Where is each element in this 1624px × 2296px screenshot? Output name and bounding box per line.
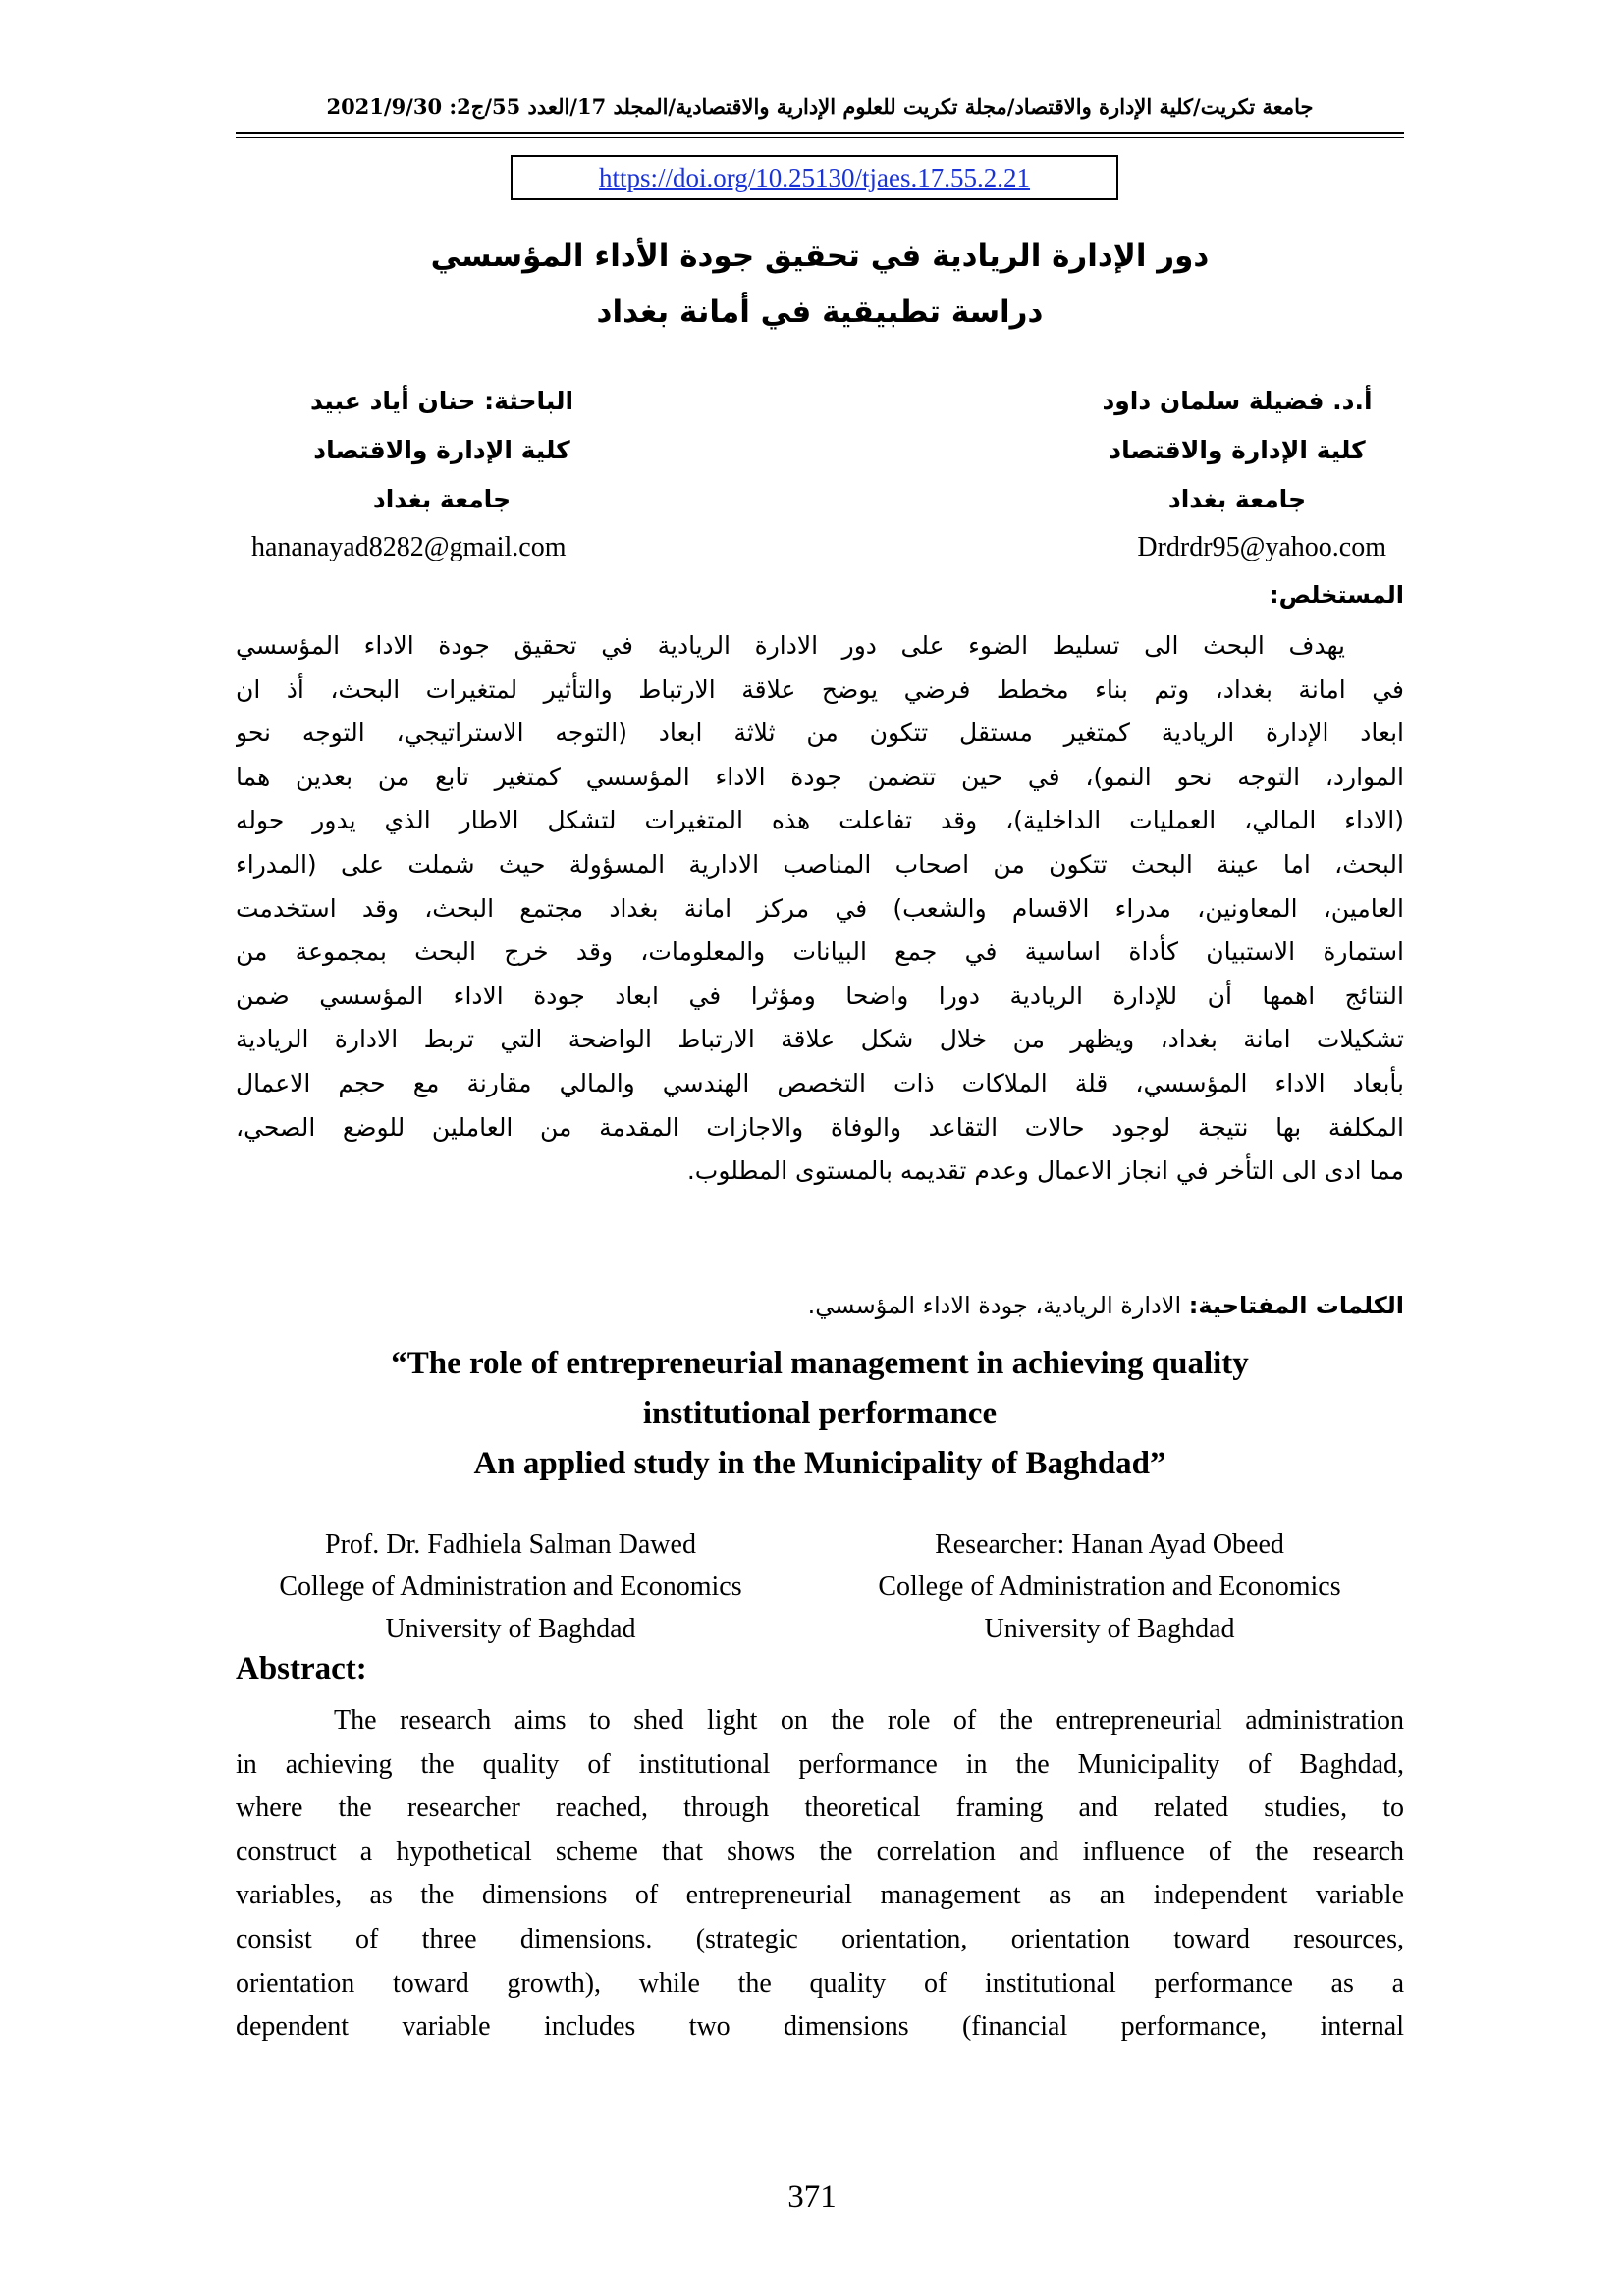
- arabic-abstract-line: مما ادى الى التأخر في انجاز الاعمال وعدم تقديمه بالمستوى المطلوب.: [686, 1156, 1404, 1186]
- arabic-abstract-heading: المستخلص:: [1270, 581, 1404, 609]
- arabic-author-1: [1090, 377, 1384, 524]
- arabic-keywords-label: الكلمات المفتاحية:: [1188, 1292, 1404, 1319]
- english-title-line-3: An applied study in the Municipality of Baghdad”: [473, 1446, 1166, 1481]
- arabic-abstract-line: يهدف البحث الى تسليط الضوء على دور الادارة الريادية في تحقيق جودة الاداء المؤسسي: [236, 631, 1345, 660]
- english-abstract: [236, 1699, 1404, 2050]
- arabic-author-1-university: جامعة بغداد: [1167, 485, 1307, 513]
- arabic-author-2-university: جامعة بغداد: [372, 485, 512, 513]
- english-author-2-university: University of Baghdad: [984, 1614, 1235, 1644]
- arabic-abstract-line: النتائج اهمها أن للإدارة الريادية دورا واضحا ومؤثرا في ابعاد جودة الاداء المؤسسي ضمن: [236, 981, 1404, 1010]
- arabic-abstract-line: البحث، اما عينة البحث تتكون من اصحاب المناصب الادارية المسؤولة حيث شملت على (المدراء: [236, 849, 1404, 879]
- arabic-author-2-college: كلية الإدارة والاقتصاد: [313, 436, 570, 464]
- arabic-abstract-line: بأبعاد الاداء المؤسسي، قلة الملاكات ذات التخصص الهندسي والمالي مقارنة مع حجم الاعمال: [236, 1068, 1404, 1097]
- arabic-abstract-line: تشكيلات امانة بغداد، ويظهر من خلال شكل علاقة الارتباط الواضحة التي تربط الادارة الريادية: [236, 1025, 1404, 1054]
- english-author-2-name: Researcher: Hanan Ayad Obeed: [935, 1529, 1284, 1560]
- arabic-title-line-1: دور الإدارة الريادية في تحقيق جودة الأداء المؤسسي: [430, 239, 1210, 274]
- english-author-2: [835, 1523, 1384, 1650]
- english-author-1-college: College of Administration and Economics: [279, 1572, 742, 1602]
- english-author-1-university: University of Baghdad: [385, 1614, 636, 1644]
- english-title-line-1: “The role of entrepreneurial management in achieving quality: [391, 1346, 1249, 1381]
- author-1-email: Drdrdr95@yahoo.com: [1137, 532, 1386, 562]
- english-title-line-2: institutional performance: [642, 1396, 998, 1431]
- english-abstract-line: The research aims to shed light on the role of the entrepreneurial administration: [334, 1705, 1404, 1735]
- arabic-author-2: [295, 377, 589, 524]
- arabic-title-line-2: دراسة تطبيقية في أمانة بغداد: [596, 294, 1044, 330]
- arabic-abstract-line: العامين، المعاونين، مدراء الاقسام والشعب) في مركز امانة بغداد مجتمع البحث، وقد استخدمت: [236, 893, 1404, 923]
- arabic-author-1-name: أ.د. فضيلة سلمان داود: [1102, 387, 1373, 415]
- arabic-abstract-line: الموارد، التوجه نحو النمو)، في حين تتضمن جودة الاداء المؤسسي كمتغير تابع من بعدين هما: [236, 762, 1404, 791]
- english-author-1-name: Prof. Dr. Fadhiela Salman Dawed: [325, 1529, 696, 1560]
- arabic-author-1-college: كلية الإدارة والاقتصاد: [1109, 436, 1366, 464]
- arabic-abstract-line: في امانة بغداد، وتم بناء مخطط فرضي يوضح علاقة الارتباط والتأثير لمتغيرات البحث، أذ ان: [236, 674, 1404, 704]
- doi-link[interactable]: https://doi.org/10.25130/tjaes.17.55.2.21: [598, 163, 1030, 192]
- arabic-abstract-line: (الاداء المالي، العمليات الداخلية)، وقد تفاعلت هذه المتغيرات لتشكل الاطار الذي يدور حوله: [236, 806, 1404, 835]
- english-abstract-line: dependent variable includes two dimensions (financial performance, internal: [236, 2011, 1404, 2043]
- page-number: 371: [787, 2179, 837, 2215]
- arabic-abstract-line: ابعاد الإدارة الريادية كمتغير مستقل تتكون من ثلاثة ابعاد (التوجه الاستراتيجي، التوجه نحو: [236, 719, 1404, 748]
- doi-box: [511, 155, 1118, 200]
- arabic-abstract-line: استمارة الاستبيان كأداة اساسية في جمع البيانات والمعلومات، وقد خرج البحث بمجموعة من: [236, 937, 1404, 967]
- english-abstract-line: where the researcher reached, through theoretical framing and related studies, to: [236, 1792, 1404, 1824]
- arabic-abstract: [236, 624, 1404, 1194]
- arabic-keywords-text: الادارة الريادية، جودة الاداء المؤسسي.: [807, 1292, 1182, 1319]
- arabic-keywords: [808, 1292, 1404, 1319]
- arabic-author-2-name: الباحثة: حنان أياد عبيد: [309, 387, 574, 415]
- english-abstract-line: orientation toward growth), while the quality of institutional performance as a: [236, 1967, 1404, 1999]
- english-abstract-line: construct a hypothetical scheme that shows the correlation and influence of the research: [236, 1836, 1404, 1867]
- english-abstract-heading: Abstract:: [236, 1651, 367, 1686]
- header-rule-thick: [236, 132, 1404, 134]
- english-abstract-line: consist of three dimensions. (strategic orientation, orientation toward resources,: [236, 1923, 1404, 1954]
- english-author-1: [236, 1523, 785, 1650]
- arabic-abstract-line: المكلفة بها نتيجة لوجود حالات التقاعد والوفاة والاجازات المقدمة من العاملين للوضع الصحي،: [236, 1112, 1404, 1142]
- english-author-2-college: College of Administration and Economics: [878, 1572, 1341, 1602]
- author-2-email: hananayad8282@gmail.com: [251, 532, 567, 562]
- header-rule-thin: [236, 137, 1404, 138]
- english-abstract-line: variables, as the dimensions of entrepreneurial management as an independent variable: [236, 1880, 1404, 1911]
- english-abstract-line: in achieving the quality of institutional performance in the Municipality of Baghdad,: [236, 1748, 1404, 1780]
- journal-header: جامعة تكريت/كلية الإدارة والاقتصاد/مجلة تكريت للعلوم الإدارية والاقتصادية/المجلد 17/العدد 55/ج2: 2021/9/30: [326, 94, 1314, 119]
